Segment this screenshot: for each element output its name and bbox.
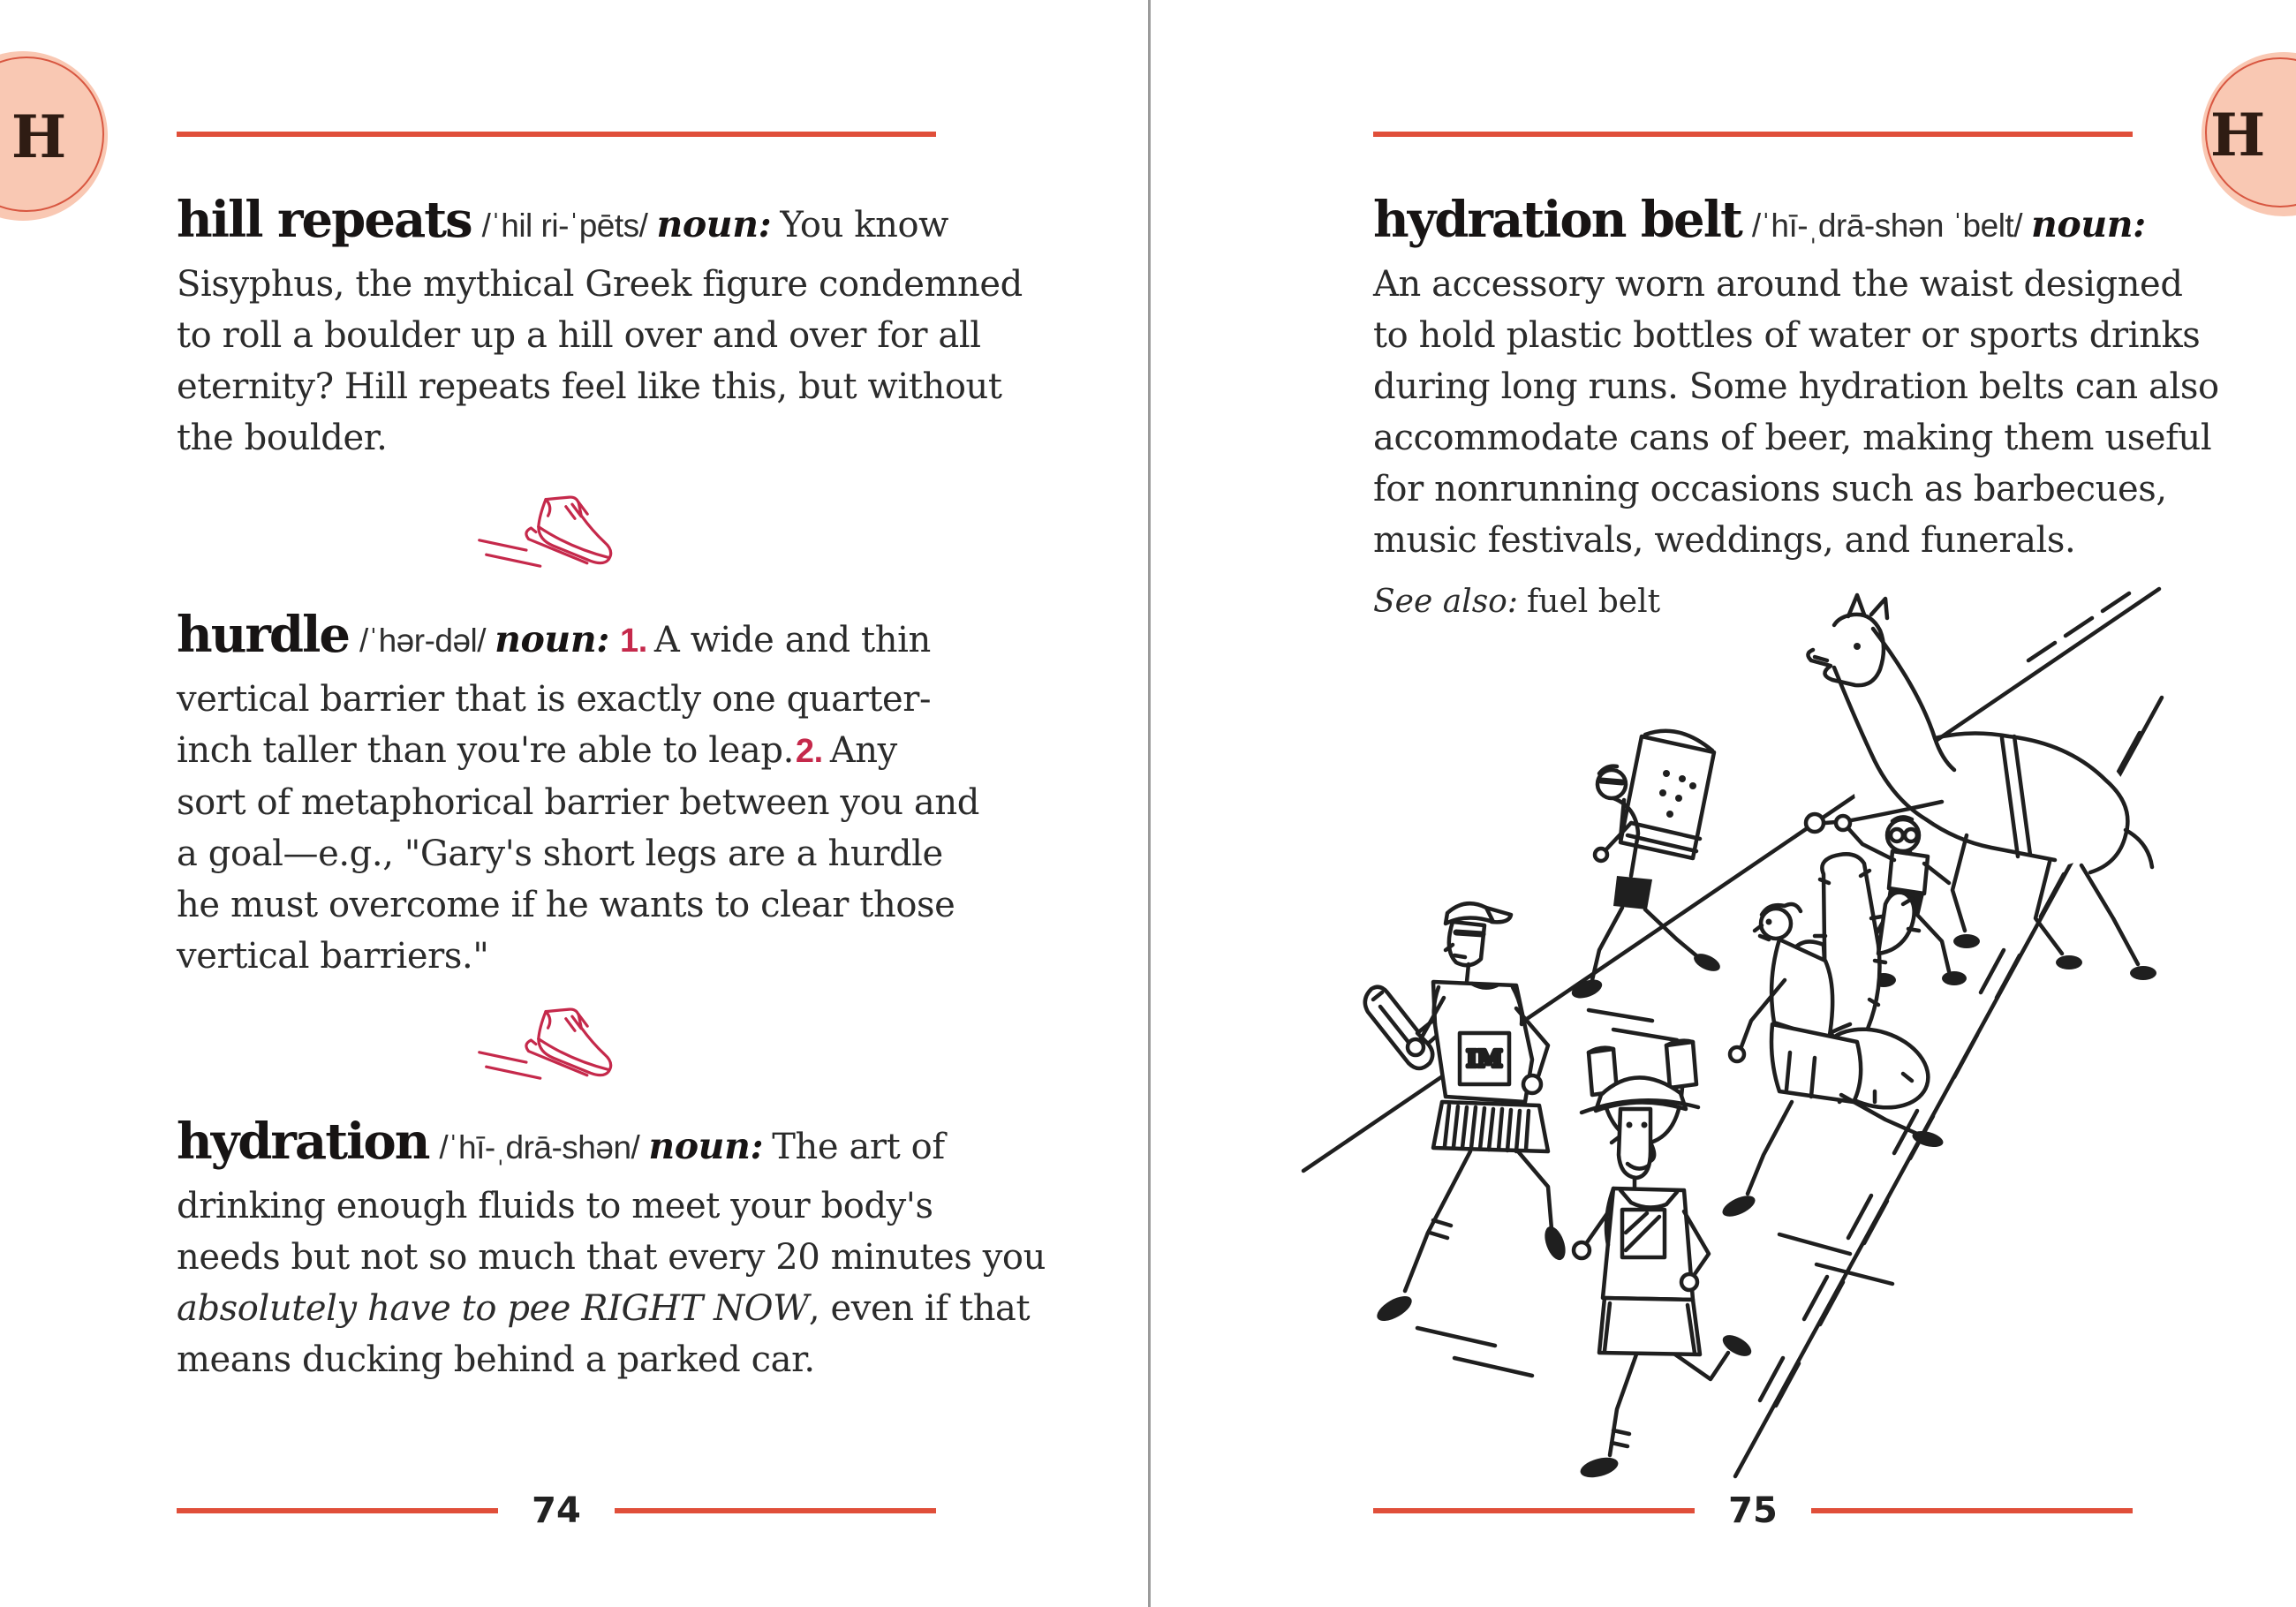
footer-rule bbox=[177, 1508, 498, 1513]
part-of-speech: noun: bbox=[648, 1125, 764, 1167]
tab-letter-right: H bbox=[2209, 101, 2266, 170]
left-page-footer bbox=[177, 1490, 936, 1531]
sense-number-1: 1. bbox=[619, 622, 647, 660]
definition-line: eternity? Hill repeats feel like this, but without bbox=[177, 366, 1002, 407]
footer-rule bbox=[1811, 1508, 2133, 1513]
runner-cactus bbox=[1719, 854, 1945, 1284]
divider-shoe-1 bbox=[177, 484, 936, 590]
definition-line: a goal—e.g., "Gary's short legs are a hurdle bbox=[177, 834, 943, 874]
definition-line: he must overcome if he wants to clear those bbox=[177, 885, 955, 925]
section-tab-h-left bbox=[0, 44, 117, 231]
definition-line: to hold plastic bottles of water or sports drinks bbox=[1373, 315, 2201, 356]
definition-segment: inch taller than you're able to leap. bbox=[177, 730, 794, 771]
definition-italic: absolutely have to pee RIGHT NOW bbox=[177, 1288, 809, 1329]
see-also-label: See also: bbox=[1373, 584, 1518, 620]
definition-line: to roll a boulder up a hill over and over for all bbox=[177, 315, 981, 356]
left-top-rule bbox=[177, 132, 936, 137]
running-shoe-icon bbox=[472, 996, 640, 1102]
definition-line: drinking enough fluids to meet your body's bbox=[177, 1186, 933, 1226]
road-left-edge bbox=[1303, 589, 2159, 1171]
definition-start: You know bbox=[780, 205, 948, 245]
road-hatching bbox=[2028, 593, 2129, 660]
pronunciation: /ˈhər-dəl/ bbox=[359, 622, 487, 659]
entry-headline bbox=[177, 187, 948, 259]
part-of-speech: noun: bbox=[495, 618, 609, 660]
page-number: 75 bbox=[1728, 1490, 1778, 1531]
definition-line: An accessory worn around the waist designed bbox=[1373, 264, 2183, 305]
definition-line: for nonrunning occasions such as barbecues, bbox=[1373, 469, 2167, 509]
pronunciation: /ˈhī-ˌdrā-shən ˈbelt/ bbox=[1751, 207, 2022, 244]
headword: hydration belt bbox=[1373, 191, 1741, 249]
pronunciation: /ˈhī-ˌdrā-shən/ bbox=[439, 1129, 640, 1166]
page-divider bbox=[1148, 0, 1151, 1607]
runner-beer-hat bbox=[1574, 1041, 1755, 1483]
entry-hydration-belt bbox=[1373, 187, 2219, 566]
definition-line: needs but not so much that every 20 minutes you bbox=[177, 1237, 1046, 1278]
section-tab-h-right bbox=[2192, 41, 2296, 231]
race-bib-text: IM bbox=[1466, 1046, 1503, 1073]
definition-line bbox=[177, 1283, 1031, 1334]
runners-illustration bbox=[1285, 565, 2177, 1483]
definition-line: music festivals, weddings, and funerals. bbox=[1373, 520, 2076, 561]
headword: hydration bbox=[177, 1113, 429, 1171]
definition-line: accommodate cans of beer, making them useful bbox=[1373, 418, 2212, 458]
definition-segment: Any bbox=[829, 730, 897, 771]
tab-letter-left: H bbox=[11, 102, 67, 171]
definition-line: means ducking behind a parked car. bbox=[177, 1339, 815, 1380]
footer-rule bbox=[615, 1508, 936, 1513]
left-page bbox=[177, 0, 1046, 1607]
entry-hill-repeats bbox=[177, 187, 1023, 464]
pronunciation: /ˈhil ri-ˈpēts/ bbox=[481, 207, 648, 244]
definition-line: sort of metaphorical barrier between you and bbox=[177, 782, 979, 823]
see-also-term: fuel belt bbox=[1526, 584, 1661, 620]
definition-line: Sisyphus, the mythical Greek figure condemned bbox=[177, 264, 1023, 305]
runner-bottle bbox=[1365, 903, 1569, 1376]
entry-hydration bbox=[177, 1109, 1046, 1385]
definition-segment: , even if that bbox=[808, 1288, 1031, 1329]
divider-shoe-2 bbox=[177, 996, 936, 1102]
definition-line: vertical barrier that is exactly one quarter- bbox=[177, 679, 932, 720]
part-of-speech: noun: bbox=[656, 203, 772, 245]
definition-line: during long runs. Some hydration belts can also bbox=[1373, 366, 2219, 407]
right-top-rule bbox=[1373, 132, 2133, 137]
definition-start: The art of bbox=[772, 1127, 945, 1167]
headword: hill repeats bbox=[177, 191, 472, 249]
page-number: 74 bbox=[532, 1490, 581, 1531]
headword: hurdle bbox=[177, 606, 349, 664]
definition-start: A wide and thin bbox=[653, 620, 931, 660]
right-page-footer bbox=[1373, 1490, 2133, 1531]
definition-line: the boulder. bbox=[177, 418, 388, 458]
definition-line bbox=[177, 725, 936, 777]
entry-hurdle bbox=[177, 602, 979, 982]
entry-headline bbox=[177, 602, 936, 674]
entry-headline bbox=[177, 1109, 945, 1181]
definition-line: vertical barriers." bbox=[177, 936, 489, 977]
entry-headline bbox=[1373, 187, 2146, 259]
sense-number-2: 2. bbox=[795, 733, 823, 770]
footer-rule bbox=[1373, 1508, 1695, 1513]
runner-water-cooler bbox=[1569, 731, 1723, 1040]
running-shoe-icon bbox=[472, 484, 640, 590]
part-of-speech: noun: bbox=[2031, 203, 2146, 245]
